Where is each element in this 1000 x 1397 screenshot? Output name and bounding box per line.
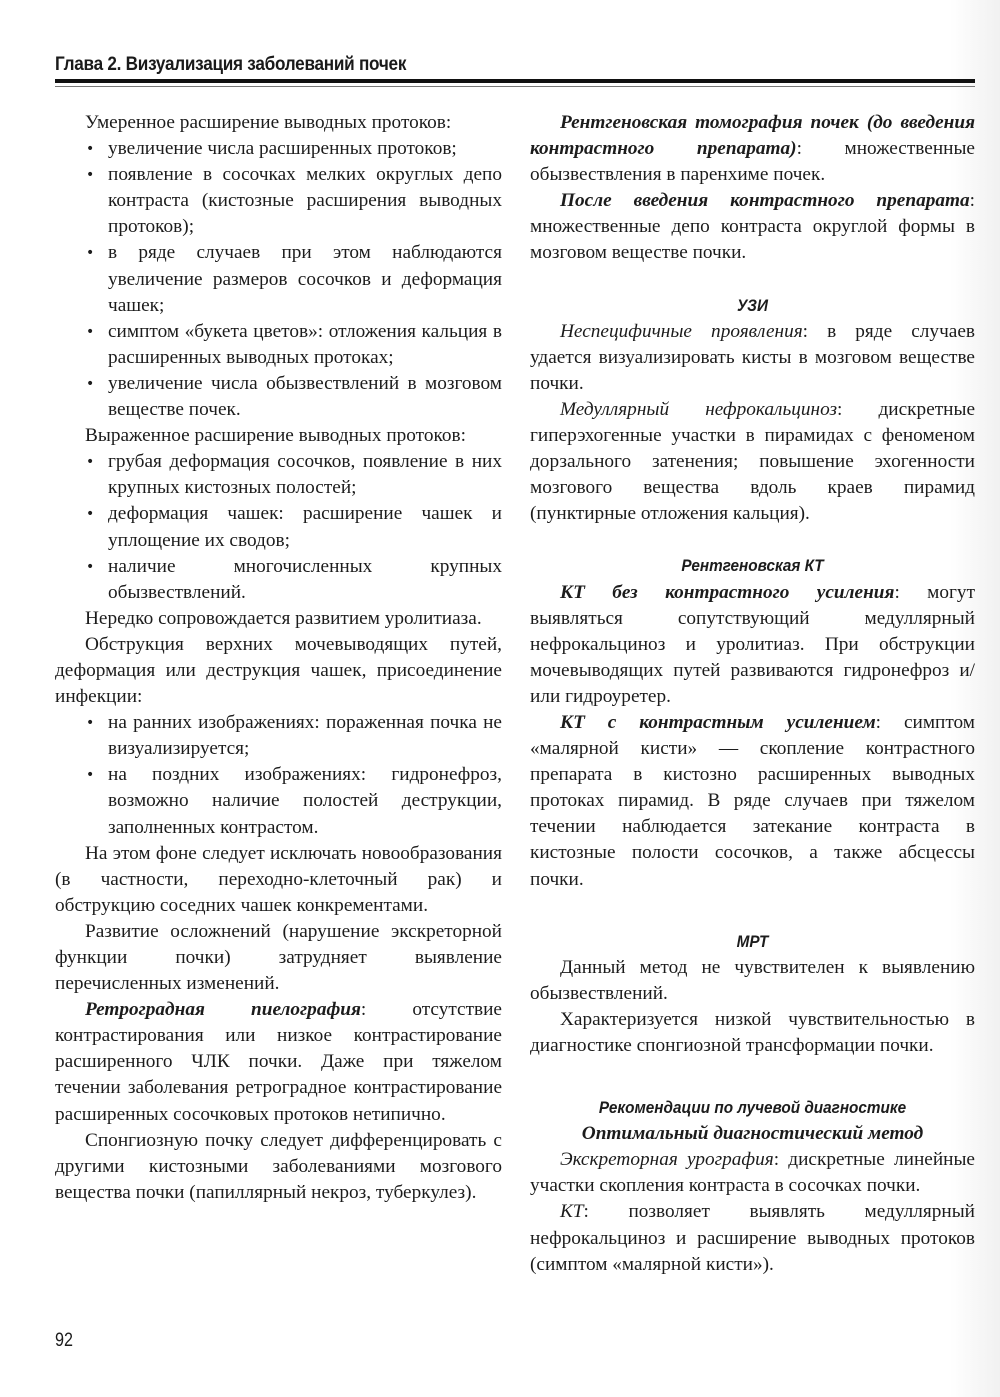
- list-item: • появление в сосочках мелких округлых депо контраста (кистозные расширения выводных протоков);: [77, 162, 502, 240]
- term-description: : позволяет выявлять медуллярный нефрокальциноз и расширение выводных протоков (симптом «малярной кисти»).: [530, 1201, 975, 1275]
- paragraph: Умеренное расширение выводных протоков:: [85, 112, 452, 133]
- chapter-title: Глава 2. Визуализация заболеваний почек: [55, 53, 407, 75]
- severe-dilation-list: [55, 449, 502, 606]
- list-item: • на ранних изображениях: пораженная почка не визуализируется;: [77, 710, 502, 762]
- header-rule-thin: [55, 86, 975, 87]
- term-description: : дискретные гиперэхогенные участки в пирамидах с феноменом дорзального затенения; повышение эхогенности мозгового вещества вдоль краев пирамид (пунктирные отложения кальция).: [530, 398, 976, 525]
- list-item: • деформация чашек: расширение чашек и уплощение их сводов;: [77, 501, 502, 553]
- term-description: : дискретные линейные участки скопления контраста в сосочках почки.: [530, 1149, 975, 1197]
- section-heading-mri: МРТ: [736, 931, 769, 951]
- term: КТ: [560, 1201, 584, 1223]
- term: Медуллярный нефрокальциноз: [560, 398, 837, 420]
- paragraph: Выраженное расширение выводных протоков:: [85, 425, 466, 447]
- list-item: • на поздних изображениях: гидронефроз, возможно наличие полостей деструкции, заполненных контрастом.: [77, 762, 502, 840]
- term: КТ с контрастным усилением: [560, 711, 876, 733]
- left-column: [55, 110, 502, 1206]
- moderate-dilation-list: [55, 136, 502, 423]
- list-item: • в ряде случаев при этом наблюдаются увеличение размеров сосочков и деформация чашек;: [77, 240, 502, 318]
- paragraph: На этом фоне следует исключать новообразования (в частности, переходно-клеточный рак) и обструкцию соседних чашек конкрементами.: [55, 842, 502, 916]
- term: Экскреторная урография: [560, 1149, 774, 1171]
- running-header: [55, 50, 1000, 78]
- list-item: • наличие многочисленных крупных обызвествлений.: [77, 554, 502, 606]
- subsection-heading-optimal-method: Оптимальный диагностический метод: [581, 1123, 924, 1145]
- paragraph: Данный метод не чувствителен к выявлению обызвествлений.: [530, 956, 975, 1004]
- paragraph: Обструкция верхних мочевыводящих путей, деформация или деструкция чашек, присоединение инфекции:: [55, 633, 502, 708]
- paragraph: [530, 397, 975, 527]
- paragraph: Нередко сопровождается развитием уролитиаза.: [85, 607, 482, 629]
- term-description: : могут выявляться сопутствующий медуллярный нефрокальциноз и уролитиаз. При обструкции мочевыводящих путей развиваются гидронефроз и/или гидроуретер.: [530, 581, 975, 707]
- paragraph: Развитие осложнений (нарушение экскреторной функции почки) затрудняет выявление перечисленных изменений.: [55, 920, 502, 995]
- term: После введения контрастного препарата: [560, 190, 970, 212]
- term: Рентгеновская томография почек (до введения контрастного препарата): [530, 112, 975, 160]
- term-description: : множественные депо контраста округлой формы в мозговом веществе почки.: [530, 190, 975, 264]
- paragraph: [55, 997, 502, 1127]
- paragraph: Характеризуется низкой чувствительностью в диагностике спонгиозной трансформации почки.: [530, 1008, 975, 1056]
- paragraph: Спонгиозную почку следует дифференцировать с другими кистозными заболеваниями мозгового вещества почки (папиллярный некроз, туберкулез).: [55, 1129, 502, 1203]
- paragraph: [530, 188, 975, 266]
- page-number: 92: [55, 1330, 73, 1351]
- term-description: : отсутствие контрастирования или низкое контрастирование расширенного ЧЛК почки. Даже при тяжелом течении заболевания ретроградное контрастирование расширенных сосочковых протоков нетипично.: [55, 999, 502, 1125]
- section-heading-ct: Рентгеновская КТ: [681, 556, 824, 576]
- list-item: • увеличение числа обызвествлений в мозговом веществе почек.: [77, 371, 502, 423]
- list-item: • симптом «букета цветов»: отложения кальция в расширенных выводных протоках;: [77, 319, 502, 371]
- term: Неспецифичные проявления: [560, 320, 803, 342]
- right-column: [530, 110, 975, 1278]
- term-description: : множественные обызвествления в паренхиме почек.: [530, 138, 975, 186]
- list-item: • увеличение числа расширенных протоков;: [77, 136, 502, 162]
- paragraph: [530, 1199, 975, 1277]
- section-heading-usi: УЗИ: [736, 295, 768, 315]
- paragraph: [530, 710, 975, 893]
- header-rule-thick: [55, 79, 975, 83]
- section-heading-recommendations: Рекомендации по лучевой диагностике: [598, 1098, 907, 1118]
- obstruction-list: [55, 710, 502, 840]
- list-item: • грубая деформация сосочков, появление в них крупных кистозных полостей;: [77, 449, 502, 501]
- term-description: : симптом «малярной кисти» — скопление контрастного препарата в кистозно расширенных выводных протоках пирамид. В ряде случаев при тяжелом течении наблюдается затекание контраста в кистозные полости сосочков, а также абсцессы почки.: [530, 711, 975, 890]
- paragraph: [530, 110, 975, 188]
- term: Ретроградная пиелография: [85, 999, 361, 1021]
- paragraph: [530, 319, 975, 397]
- term: КТ без контрастного усиления: [560, 581, 895, 603]
- paragraph: [530, 1147, 975, 1199]
- term-description: : в ряде случаев удается визуализировать кисты в мозговом веществе почки.: [530, 320, 975, 394]
- paragraph: [530, 580, 975, 710]
